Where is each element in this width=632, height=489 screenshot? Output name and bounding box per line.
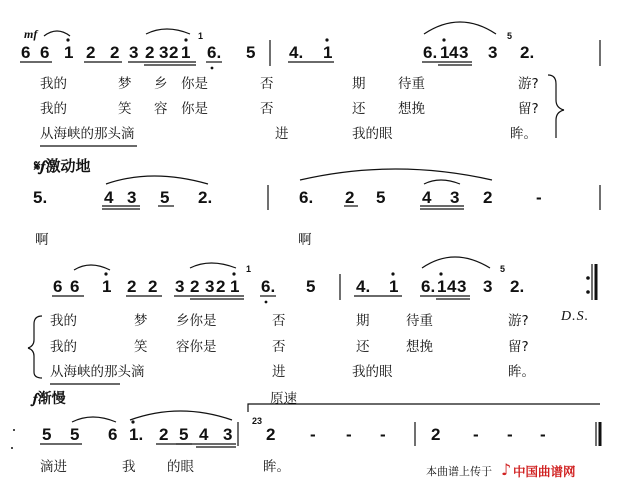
lyric: 我的	[50, 313, 77, 329]
lyric: 留?	[518, 101, 539, 117]
rest-dash: -	[540, 425, 546, 444]
note: 2.	[510, 277, 525, 296]
grace-note: 5	[500, 264, 506, 274]
lyric: 容你是	[176, 339, 217, 355]
note: 3	[159, 43, 169, 62]
lyric: 你是	[181, 76, 208, 92]
lyric: 我的眼	[352, 364, 393, 380]
watermark-text: 本曲谱上传于	[426, 465, 492, 478]
lyric: 还	[352, 101, 366, 117]
note: 2	[483, 188, 493, 207]
lyric: 否	[272, 339, 286, 355]
lyric: 你是	[181, 101, 208, 117]
lyric: 待重	[398, 76, 425, 92]
lyric: 眸。	[510, 126, 537, 142]
note: 2	[127, 277, 137, 296]
note: 3	[205, 277, 215, 296]
note: 6.	[261, 277, 276, 296]
note: 6.	[207, 43, 222, 62]
note: 1	[181, 43, 191, 62]
lyric: 想挽	[398, 101, 425, 117]
lyric: 期	[352, 76, 366, 92]
lyric: 游?	[518, 76, 539, 92]
lyric: 眸。	[263, 459, 290, 475]
note: 6.	[299, 188, 314, 207]
grace-note: 1	[198, 31, 204, 41]
lyric: 进	[272, 364, 286, 380]
note: 1.	[129, 425, 144, 444]
note: 3	[129, 43, 139, 62]
lyric: 还	[356, 339, 370, 355]
lyric: 乡你是	[176, 313, 217, 329]
lyric: 眸。	[508, 364, 535, 380]
note: 5	[42, 425, 52, 444]
note: 4.	[356, 277, 371, 296]
lyric: 啊	[35, 232, 49, 248]
note: 5	[246, 43, 256, 62]
note: 3	[488, 43, 498, 62]
tempo-marking: 原速	[270, 391, 297, 407]
forte-rit-marking: 𝆑渐慢	[33, 392, 66, 407]
note: 4	[199, 425, 209, 444]
segno-forte-marking: 𝄋𝆑激动地	[34, 159, 91, 175]
note: 3	[459, 43, 469, 62]
note: 3	[175, 277, 185, 296]
lyric: 容	[154, 101, 168, 117]
note: 3	[483, 277, 493, 296]
note: 1	[437, 277, 447, 296]
note: 6	[108, 425, 118, 444]
grace-note: 1	[246, 264, 252, 274]
note: 1	[440, 43, 450, 62]
lyric: 的眼	[167, 459, 194, 475]
note: 5	[306, 277, 316, 296]
lyric: 梦	[134, 313, 148, 329]
lyric: 期	[356, 313, 370, 329]
dynamic-mf: mf	[24, 27, 38, 41]
lyric: 进	[275, 126, 289, 142]
note: 6.	[423, 43, 438, 62]
lyric: 我	[122, 459, 136, 475]
grace-note: 23	[252, 416, 263, 426]
lyric: 留?	[508, 339, 529, 355]
note: 6	[40, 43, 50, 62]
lyric: 乡	[154, 76, 168, 92]
lyric: 想挽	[406, 339, 433, 355]
lyric: 啊	[298, 232, 312, 248]
lyric: 待重	[406, 313, 433, 329]
note: 5	[376, 188, 386, 207]
note: 2	[145, 43, 155, 62]
lyric: 游?	[508, 313, 529, 329]
lyric: 我的	[40, 101, 67, 117]
note: 2.	[520, 43, 535, 62]
site-logo-text: 中国曲谱网	[513, 464, 576, 479]
note: 4	[422, 188, 432, 207]
note: 3	[223, 425, 233, 444]
note: 4	[447, 277, 457, 296]
note: 2	[190, 277, 200, 296]
lyric: 我的眼	[352, 126, 393, 142]
rest-dash: -	[473, 425, 479, 444]
rest-dash: -	[536, 188, 542, 207]
note: 2	[110, 43, 120, 62]
grace-note: 5	[507, 31, 513, 41]
note: 6	[70, 277, 80, 296]
lyric: 我的	[50, 339, 77, 355]
note: 3	[457, 277, 467, 296]
note: 2	[159, 425, 169, 444]
lyric: 从海峡的那头滴	[50, 364, 145, 380]
note: 6	[21, 43, 31, 62]
lyric: 否	[260, 76, 274, 92]
note: 4	[104, 188, 114, 207]
rest-dash: -	[380, 425, 386, 444]
note: 2	[431, 425, 441, 444]
note: 4	[449, 43, 459, 62]
note: 6.	[421, 277, 436, 296]
note: 2	[266, 425, 276, 444]
note: 2	[169, 43, 179, 62]
note: 1	[323, 43, 333, 62]
music-note-logo-icon: ♪	[501, 460, 512, 479]
dal-segno-marking: D.S.	[561, 309, 590, 324]
note: 5	[70, 425, 80, 444]
note: 2	[86, 43, 96, 62]
rest-dash: -	[507, 425, 513, 444]
lyric: 笑	[134, 339, 148, 355]
lyric: 笑	[118, 101, 132, 117]
note: 2	[345, 188, 355, 207]
note: 5	[160, 188, 170, 207]
note: 2	[148, 277, 158, 296]
note: 1	[230, 277, 240, 296]
rest-dash: -	[310, 425, 316, 444]
note: 5.	[33, 188, 48, 207]
rest-dash: -	[346, 425, 352, 444]
note: 4.	[289, 43, 304, 62]
lyric: 滴进	[40, 459, 67, 475]
lyric: 从海峡的那头滴	[40, 126, 135, 142]
note: 1	[64, 43, 74, 62]
note: 5	[179, 425, 189, 444]
note: 1	[102, 277, 112, 296]
lyric: 否	[260, 101, 274, 117]
note: 3	[127, 188, 137, 207]
lyric: 否	[272, 313, 286, 329]
note: 2.	[198, 188, 213, 207]
note: 6	[53, 277, 63, 296]
note: 3	[450, 188, 460, 207]
lyric: 梦	[118, 76, 132, 92]
note: 2	[216, 277, 226, 296]
lyric: 我的	[40, 76, 67, 92]
note: 1	[389, 277, 399, 296]
